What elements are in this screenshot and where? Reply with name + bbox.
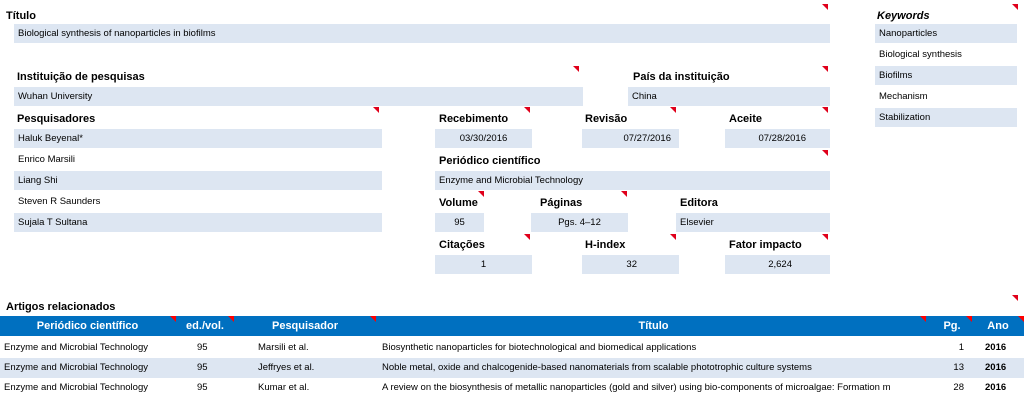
pesquisador-item[interactable]: Sujala T Sultana — [14, 213, 382, 232]
comment-indicator-icon[interactable] — [370, 316, 376, 322]
cell-pesquisador: Kumar et al. — [258, 382, 310, 393]
artigos-label: Artigos relacionados — [6, 301, 116, 313]
citacoes-label: Citações — [439, 239, 485, 251]
comment-indicator-icon[interactable] — [573, 66, 579, 72]
recebimento-label: Recebimento — [439, 113, 509, 125]
titulo-label: Título — [6, 10, 36, 22]
cell-titulo: A review on the biosynthesis of metallic nanoparticles (gold and silver) using bio-components of microalgae: Formation m — [382, 382, 891, 393]
comment-indicator-icon[interactable] — [373, 107, 379, 113]
periodico-label: Periódico científico — [439, 155, 541, 167]
keyword-item[interactable]: Mechanism — [879, 91, 928, 102]
volume-field[interactable]: 95 — [435, 213, 484, 232]
cell-titulo: Biosynthetic nanoparticles for biotechnological and biomedical applications — [382, 342, 697, 353]
column-header-titulo[interactable]: Título — [375, 316, 932, 336]
cell-ano: 2016 — [985, 362, 1007, 373]
hindex-label: H-index — [585, 239, 626, 251]
revisao-label: Revisão — [585, 113, 628, 125]
table-row[interactable] — [0, 338, 1024, 358]
cell-edvol: 95 — [197, 382, 208, 393]
cell-titulo: Noble metal, oxide and chalcogenide-based nanomaterials from scalable phototrophic culture systems — [382, 362, 812, 373]
citacoes-field[interactable]: 1 — [435, 255, 532, 274]
recebimento-field[interactable]: 03/30/2016 — [435, 129, 532, 148]
cell-edvol: 95 — [197, 342, 208, 353]
cell-periodico: Enzyme and Microbial Technology — [4, 382, 148, 393]
comment-indicator-icon[interactable] — [524, 107, 530, 113]
fator-field[interactable]: 2,624 — [725, 255, 830, 274]
column-header-periodico[interactable]: Periódico científico — [0, 316, 175, 336]
keyword-item[interactable]: Biological synthesis — [879, 49, 962, 60]
comment-indicator-icon[interactable] — [822, 150, 828, 156]
keywords-label: Keywords — [877, 10, 930, 22]
cell-pg: 1 — [958, 342, 964, 353]
editora-field[interactable]: Elsevier — [676, 213, 830, 232]
comment-indicator-icon[interactable] — [822, 234, 828, 240]
comment-indicator-icon[interactable] — [822, 4, 828, 10]
pesquisador-item[interactable]: Haluk Beyenal* — [14, 129, 382, 148]
volume-label: Volume — [439, 197, 478, 209]
keyword-item[interactable]: Nanoparticles — [875, 24, 1017, 43]
cell-pg: 13 — [953, 362, 964, 373]
keyword-item[interactable]: Stabilization — [875, 108, 1017, 127]
aceite-label: Aceite — [729, 113, 763, 125]
cell-ano: 2016 — [985, 342, 1007, 353]
table-row[interactable] — [0, 378, 1024, 398]
column-header-edvol[interactable]: ed./vol. — [175, 316, 235, 336]
pesquisador-item[interactable]: Enrico Marsili — [18, 154, 76, 165]
cell-ano: 2016 — [985, 382, 1007, 393]
cell-pesquisador: Marsili et al. — [258, 342, 309, 353]
aceite-field[interactable]: 07/28/2016 — [725, 129, 830, 148]
paginas-field[interactable]: Pgs. 4–12 — [531, 213, 628, 232]
cell-periodico: Enzyme and Microbial Technology — [4, 342, 148, 353]
pesquisadores-label: Pesquisadores — [17, 113, 96, 125]
instituicao-field[interactable]: Wuhan University — [14, 87, 583, 106]
comment-indicator-icon[interactable] — [822, 107, 828, 113]
comment-indicator-icon[interactable] — [920, 316, 926, 322]
table-row[interactable] — [0, 358, 1024, 378]
comment-indicator-icon[interactable] — [478, 191, 484, 197]
periodico-field[interactable]: Enzyme and Microbial Technology — [435, 171, 830, 190]
hindex-field[interactable]: 32 — [582, 255, 679, 274]
comment-indicator-icon[interactable] — [170, 316, 176, 322]
paginas-label: Páginas — [540, 197, 583, 209]
comment-indicator-icon[interactable] — [228, 316, 234, 322]
comment-indicator-icon[interactable] — [966, 316, 972, 322]
comment-indicator-icon[interactable] — [524, 234, 530, 240]
pesquisador-item[interactable]: Steven R Saunders — [18, 196, 101, 207]
titulo-field[interactable]: Biological synthesis of nanoparticles in biofilms — [14, 24, 830, 43]
comment-indicator-icon[interactable] — [1012, 4, 1018, 10]
column-header-ano[interactable]: Ano — [972, 316, 1024, 336]
revisao-field[interactable]: 07/27/2016 — [582, 129, 679, 148]
pesquisador-item[interactable]: Liang Shi — [14, 171, 382, 190]
column-header-pg[interactable]: Pg. — [932, 316, 972, 336]
fator-label: Fator impacto — [729, 239, 802, 251]
pais-field[interactable]: China — [628, 87, 830, 106]
keyword-item[interactable]: Biofilms — [875, 66, 1017, 85]
comment-indicator-icon[interactable] — [670, 234, 676, 240]
column-header-pesquisador[interactable]: Pesquisador — [235, 316, 375, 336]
instituicao-label: Instituição de pesquisas — [17, 71, 145, 83]
editora-label: Editora — [680, 197, 718, 209]
cell-pg: 28 — [953, 382, 964, 393]
cell-edvol: 95 — [197, 362, 208, 373]
comment-indicator-icon[interactable] — [1018, 316, 1024, 322]
comment-indicator-icon[interactable] — [670, 107, 676, 113]
cell-pesquisador: Jeffryes et al. — [258, 362, 315, 373]
cell-periodico: Enzyme and Microbial Technology — [4, 362, 148, 373]
comment-indicator-icon[interactable] — [822, 66, 828, 72]
comment-indicator-icon[interactable] — [621, 191, 627, 197]
comment-indicator-icon[interactable] — [1012, 295, 1018, 301]
pais-label: País da instituição — [633, 71, 730, 83]
